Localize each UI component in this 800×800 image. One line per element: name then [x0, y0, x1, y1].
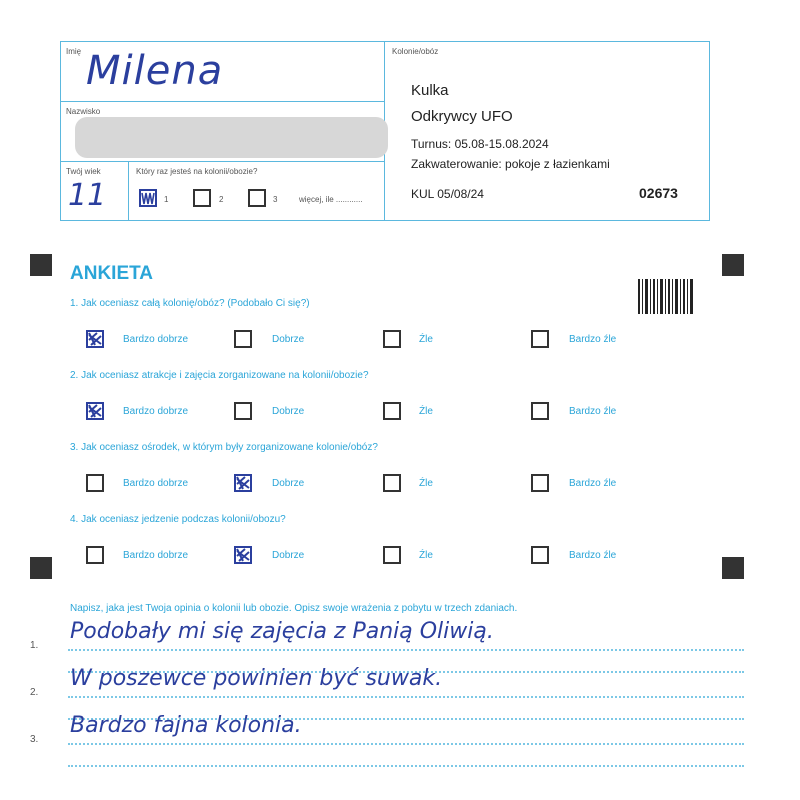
question-1-option-label-3: Źle	[419, 334, 433, 345]
question-2-checkbox-2[interactable]	[234, 402, 252, 420]
ktory-raz-option-more: więcej, ile ............	[299, 195, 363, 204]
question-4-checkbox-2[interactable]	[234, 546, 252, 564]
question-4-option-label-1: Bardzo dobrze	[123, 550, 189, 561]
opinion-line-2-dotted	[68, 696, 744, 698]
question-3-option-label-2: Dobrze	[272, 478, 305, 489]
question-1-option-label-2: Dobrze	[272, 334, 305, 345]
opinion-line-2-text: W poszewce powinien być suwak.	[70, 666, 443, 691]
question-3-option-label-3: Źle	[419, 478, 433, 489]
opinion-line-3-dotted	[68, 743, 744, 745]
question-4-checkbox-1[interactable]	[86, 546, 104, 564]
scribble-check-icon	[88, 332, 102, 346]
question-1-checkbox-4[interactable]	[531, 330, 549, 348]
header-divider-2	[60, 161, 384, 162]
question-1-checkbox-2[interactable]	[234, 330, 252, 348]
opinion-prompt: Napisz, jaka jest Twoja opinia o kolonii lub obozie. Opisz swoje wrażenia z pobytu w trzech zdaniach.	[70, 603, 518, 614]
form-number: 02673	[639, 185, 678, 201]
turnus: Turnus: 05.08-15.08.2024	[411, 137, 549, 151]
opinion-line-1-dotted	[68, 649, 744, 651]
ktory-raz-option-3: 3	[273, 195, 278, 204]
ktory-raz-checkbox-2[interactable]	[193, 189, 211, 207]
scribble-check-icon	[236, 548, 250, 562]
header-divider-age	[128, 161, 129, 221]
camp-code: KUL 05/08/24	[411, 187, 484, 201]
header-divider-1	[60, 101, 384, 102]
opinion-line-3-number: 3.	[30, 734, 39, 745]
question-1-text: 1. Jak oceniasz całą kolonię/obóz? (Podobało Ci się?)	[70, 298, 310, 309]
question-1-checkbox-1[interactable]	[86, 330, 104, 348]
opinion-line-1-text: Podobały mi się zajęcia z Panią Oliwią.	[70, 619, 494, 644]
survey-title: ANKIETA	[70, 263, 154, 284]
opinion-line-3-text: Bardzo fajna kolonia.	[70, 713, 302, 738]
opinion-line-3-dotted-lower	[68, 765, 744, 767]
question-2-text: 2. Jak oceniasz atrakcje i zajęcia zorganizowane na kolonii/obozie?	[70, 370, 369, 381]
barcode-icon	[638, 279, 694, 314]
camp-theme: Odkrywcy UFO	[411, 108, 513, 125]
question-3-checkbox-1[interactable]	[86, 474, 104, 492]
question-2-checkbox-3[interactable]	[383, 402, 401, 420]
question-4-option-label-3: Źle	[419, 550, 433, 561]
scribble-check-icon	[88, 404, 102, 418]
kolonie-label: Kolonie/obóz	[392, 47, 439, 56]
scribble-check-icon	[141, 191, 155, 205]
zakwaterowanie: Zakwaterowanie: pokoje z łazienkami	[411, 157, 610, 171]
camp-name: Kulka	[411, 82, 449, 99]
question-2-option-label-4: Bardzo źle	[569, 406, 617, 417]
ktory-raz-option-1: 1	[164, 195, 169, 204]
question-2-checkbox-4[interactable]	[531, 402, 549, 420]
ktory-raz-option-2: 2	[219, 195, 224, 204]
question-3-option-label-1: Bardzo dobrze	[123, 478, 189, 489]
question-2-option-label-2: Dobrze	[272, 406, 305, 417]
opinion-line-2-number: 2.	[30, 687, 39, 698]
registration-mark-tl	[30, 254, 52, 276]
ktory-raz-checkbox-1[interactable]	[139, 189, 157, 207]
question-4-checkbox-4[interactable]	[531, 546, 549, 564]
question-2-option-label-3: Źle	[419, 406, 433, 417]
imie-label: Imię	[66, 47, 82, 56]
question-4-checkbox-3[interactable]	[383, 546, 401, 564]
question-3-option-label-4: Bardzo źle	[569, 478, 617, 489]
wiek-label: Twój wiek	[66, 167, 101, 176]
question-3-checkbox-2[interactable]	[234, 474, 252, 492]
registration-mark-bl	[30, 557, 52, 579]
question-3-checkbox-3[interactable]	[383, 474, 401, 492]
registration-mark-tr	[722, 254, 744, 276]
imie-value: Milena	[86, 48, 224, 94]
question-3-text: 3. Jak oceniasz ośrodek, w którym były zorganizowane kolonie/obóz?	[70, 442, 378, 453]
question-4-option-label-4: Bardzo źle	[569, 550, 617, 561]
registration-mark-br	[722, 557, 744, 579]
question-1-option-label-4: Bardzo źle	[569, 334, 617, 345]
opinion-line-1-number: 1.	[30, 640, 39, 651]
nazwisko-redacted	[75, 117, 388, 158]
ktory-raz-checkbox-3[interactable]	[248, 189, 266, 207]
ktory-raz-label: Który raz jesteś na kolonii/obozie?	[136, 167, 258, 176]
scribble-check-icon	[236, 476, 250, 490]
question-4-option-label-2: Dobrze	[272, 550, 305, 561]
question-3-checkbox-4[interactable]	[531, 474, 549, 492]
question-1-option-label-1: Bardzo dobrze	[123, 334, 189, 345]
nazwisko-label: Nazwisko	[66, 107, 101, 116]
question-4-text: 4. Jak oceniasz jedzenie podczas kolonii/obozu?	[70, 514, 286, 525]
question-2-checkbox-1[interactable]	[86, 402, 104, 420]
question-1-checkbox-3[interactable]	[383, 330, 401, 348]
question-2-option-label-1: Bardzo dobrze	[123, 406, 189, 417]
wiek-value: 11	[68, 178, 107, 213]
